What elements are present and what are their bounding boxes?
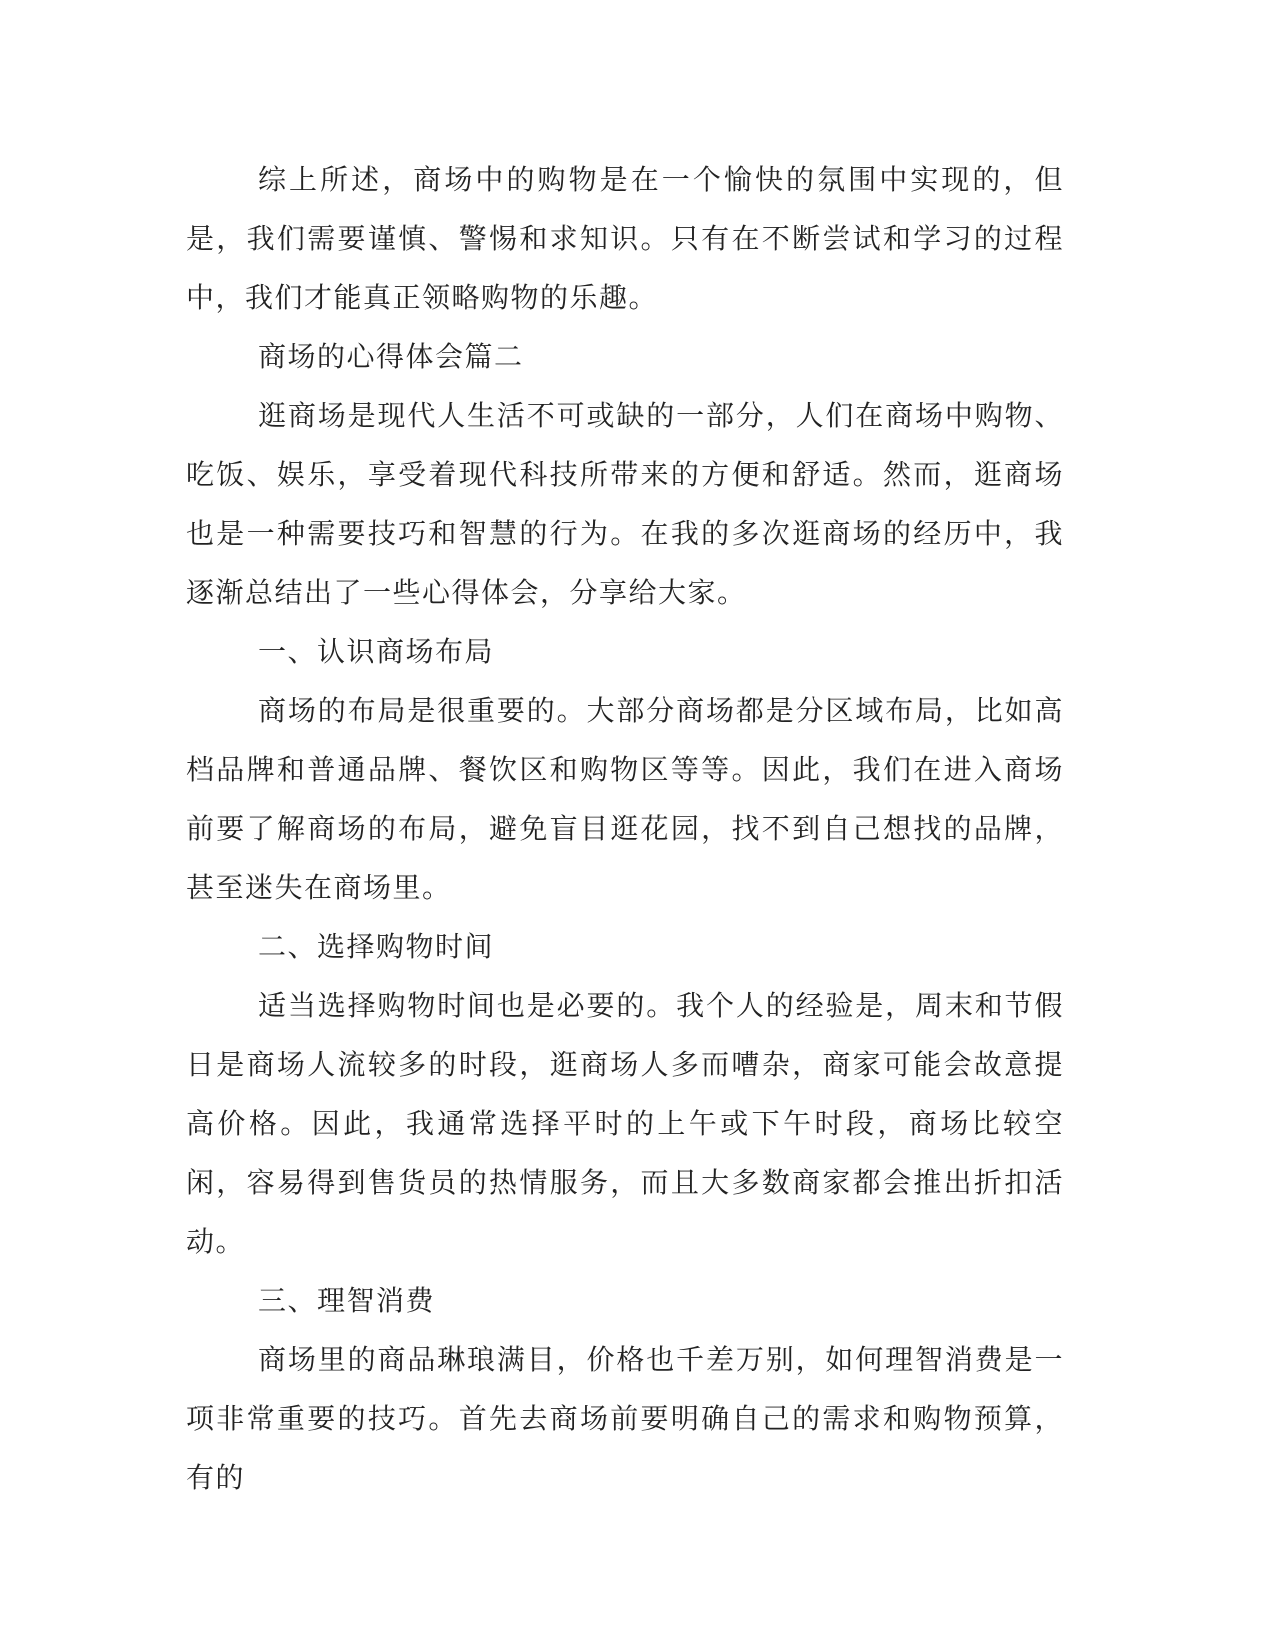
paragraph-shopping-time: 适当选择购物时间也是必要的。我个人的经验是，周末和节假日是商场人流较多的时段，逛商场人多而嘈杂，商家可能会故意提高价格。因此，我通常选择平时的上午或下午时段，商场比较空闲，容易得到售货员的热情服务，而且大多数商家都会推出折扣活动。: [186, 989, 1064, 1258]
paragraph-rational-spending: 商场里的商品琳琅满目，价格也千差万别，如何理智消费是一项非常重要的技巧。首先去商场前要明确自己的需求和购物预算，有的: [186, 1343, 1064, 1494]
paragraph-summary: 综上所述，商场中的购物是在一个愉快的氛围中实现的，但是，我们需要谨慎、警惕和求知识。只有在不断尝试和学习的过程中，我们才能真正领略购物的乐趣。: [186, 163, 1064, 314]
heading-mall-layout: 一、认识商场布局: [258, 635, 495, 668]
paragraph-mall-layout: 商场的布局是很重要的。大部分商场都是分区域布局，比如高档品牌和普通品牌、餐饮区和购物区等等。因此，我们在进入商场前要了解商场的布局，避免盲目逛花园，找不到自己想找的品牌，甚至迷失在商场里。: [186, 694, 1064, 904]
document-body: [186, 150, 1064, 1507]
heading-rational-spending: 三、理智消费: [258, 1284, 436, 1317]
paragraph-intro: 逛商场是现代人生活不可或缺的一部分，人们在商场中购物、吃饭、娱乐，享受着现代科技所带来的方便和舒适。然而，逛商场也是一种需要技巧和智慧的行为。在我的多次逛商场的经历中，我逐渐总结出了一些心得体会，分享给大家。: [186, 399, 1064, 609]
heading-shopping-time: 二、选择购物时间: [258, 930, 495, 963]
section-title-part-two: 商场的心得体会篇二: [258, 340, 524, 373]
